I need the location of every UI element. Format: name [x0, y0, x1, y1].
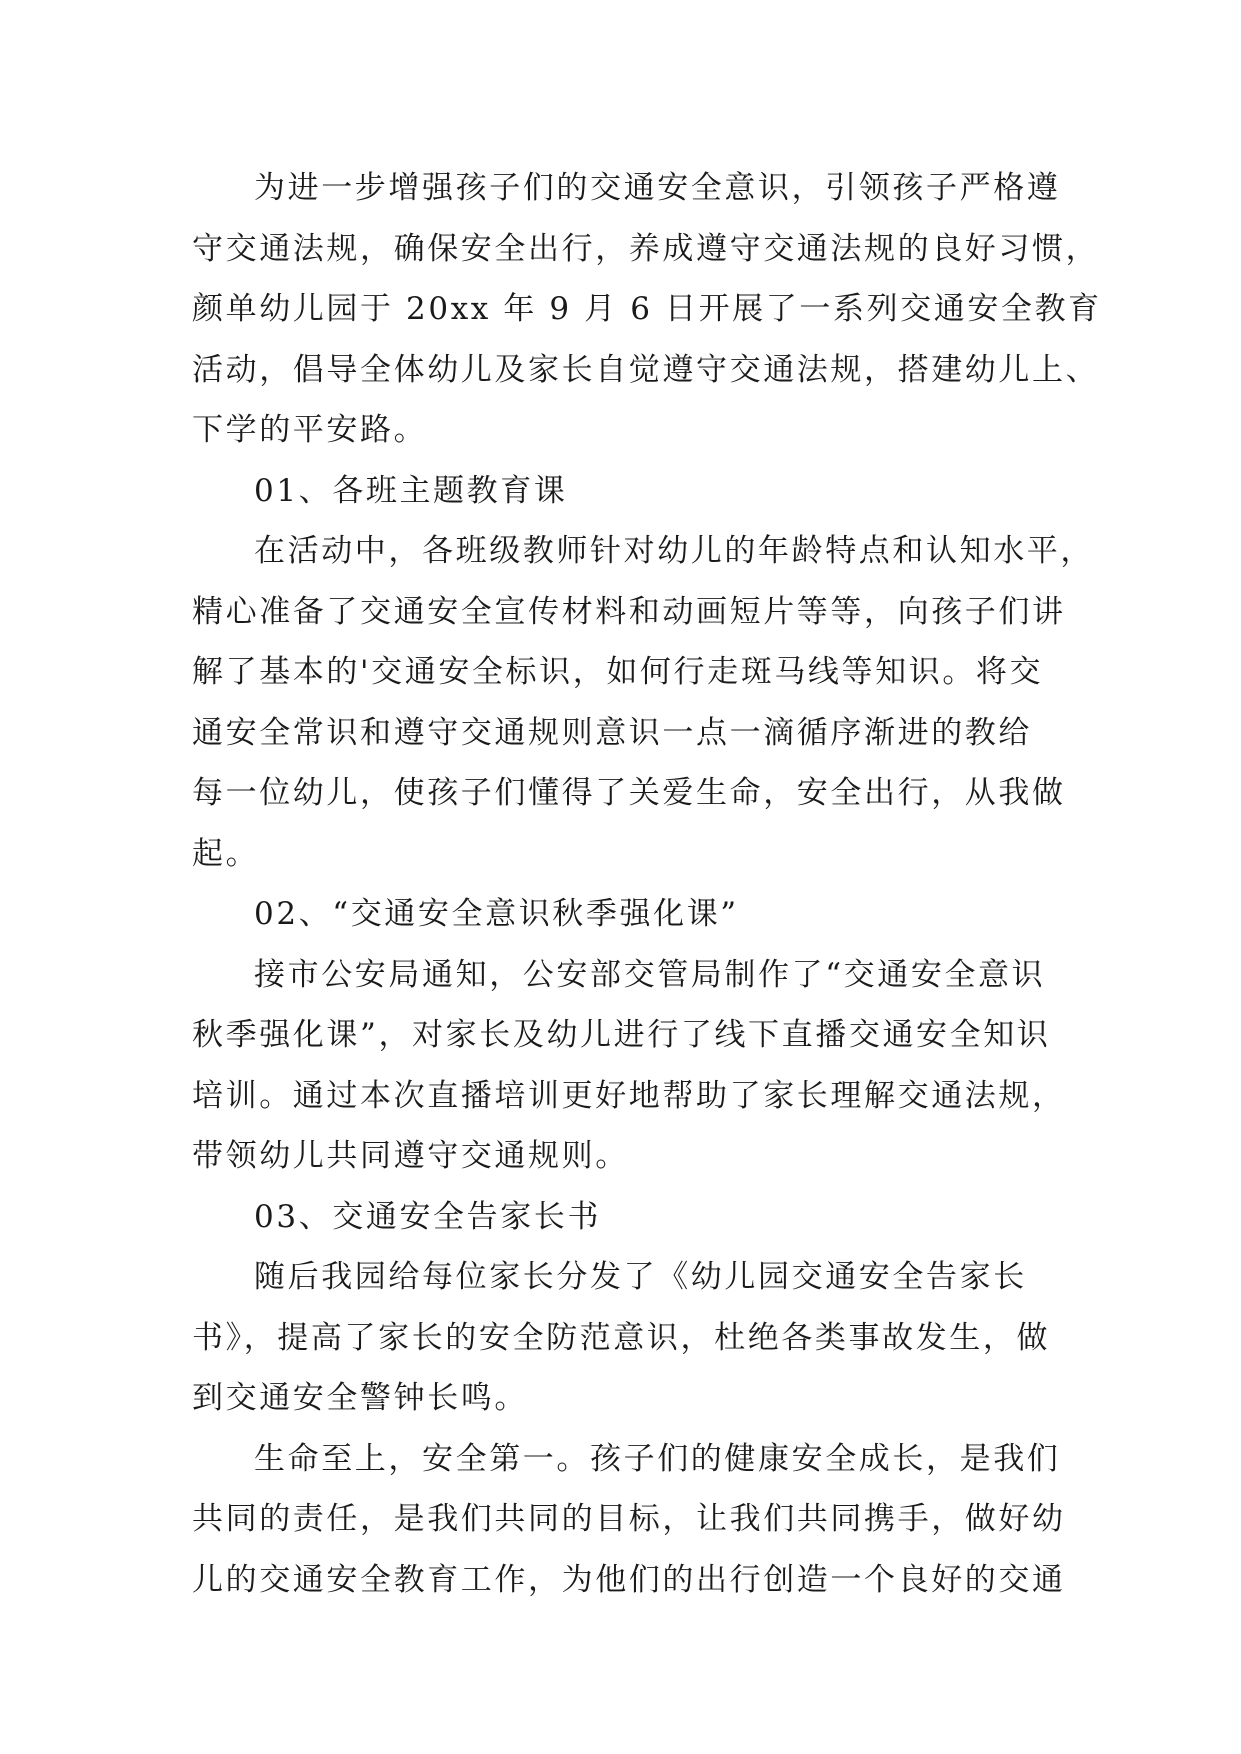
text-line: 颜单幼儿园于 20xx 年 9 月 6 日开展了一系列交通安全教育	[192, 291, 1102, 327]
text-line: 书》，提高了家长的安全防范意识，杜绝各类事故发生，做	[192, 1319, 1051, 1356]
text-line: 接市公安局通知，公安部交管局制作了“交通安全意识	[254, 956, 1046, 993]
text-line: 为进一步增强孩子们的交通安全意识，引领孩子严格遵	[254, 170, 1061, 206]
text-line: 01、各班主题教育课	[254, 472, 568, 509]
text-line: 活动，倡导全体幼儿及家长自觉遵守交通法规，搭建幼儿上、	[192, 351, 1100, 388]
text-line: 02、“交通安全意识秋季强化课”	[254, 896, 739, 932]
text-line: 到交通安全警钟长鸣。	[192, 1380, 528, 1416]
text-line: 带领幼儿共同遵守交通规则。	[192, 1138, 629, 1174]
text-line: 共同的责任，是我们共同的目标，让我们共同携手，做好幼	[192, 1501, 1066, 1537]
text-line: 通安全常识和遵守交通规则意识一点一滴循序渐进的教给	[192, 714, 1032, 751]
text-line: 儿的交通安全教育工作，为他们的出行创造一个良好的交通	[192, 1561, 1066, 1598]
text-line: 守交通法规，确保安全出行，养成遵守交通法规的良好习惯，	[192, 230, 1100, 267]
text-line: 精心准备了交通安全宣传材料和动画短片等等，向孩子们讲	[192, 593, 1066, 630]
text-line: 解了基本的'交通安全标识，如何行走斑马线等知识。将交	[192, 654, 1044, 690]
text-line: 随后我园给每位家长分发了《幼儿园交通安全告家长	[254, 1259, 1027, 1295]
text-line: 下学的平安路。	[192, 412, 428, 448]
text-line: 秋季强化课”，对家长及幼儿进行了线下直播交通安全知识	[192, 1017, 1051, 1053]
text-line: 生命至上，安全第一。孩子们的健康安全成长，是我们	[254, 1440, 1061, 1477]
text-line: 培训。通过本次直播培训更好地帮助了家长理解交通法规，	[192, 1077, 1066, 1114]
text-line: 03、交通安全告家长书	[254, 1198, 602, 1235]
text-line: 在活动中，各班级教师针对幼儿的年龄特点和认知水平，	[254, 533, 1094, 569]
document-body	[192, 158, 1102, 1610]
text-line: 起。	[192, 835, 260, 872]
text-line: 每一位幼儿，使孩子们懂得了关爱生命，安全出行，从我做	[192, 775, 1066, 811]
